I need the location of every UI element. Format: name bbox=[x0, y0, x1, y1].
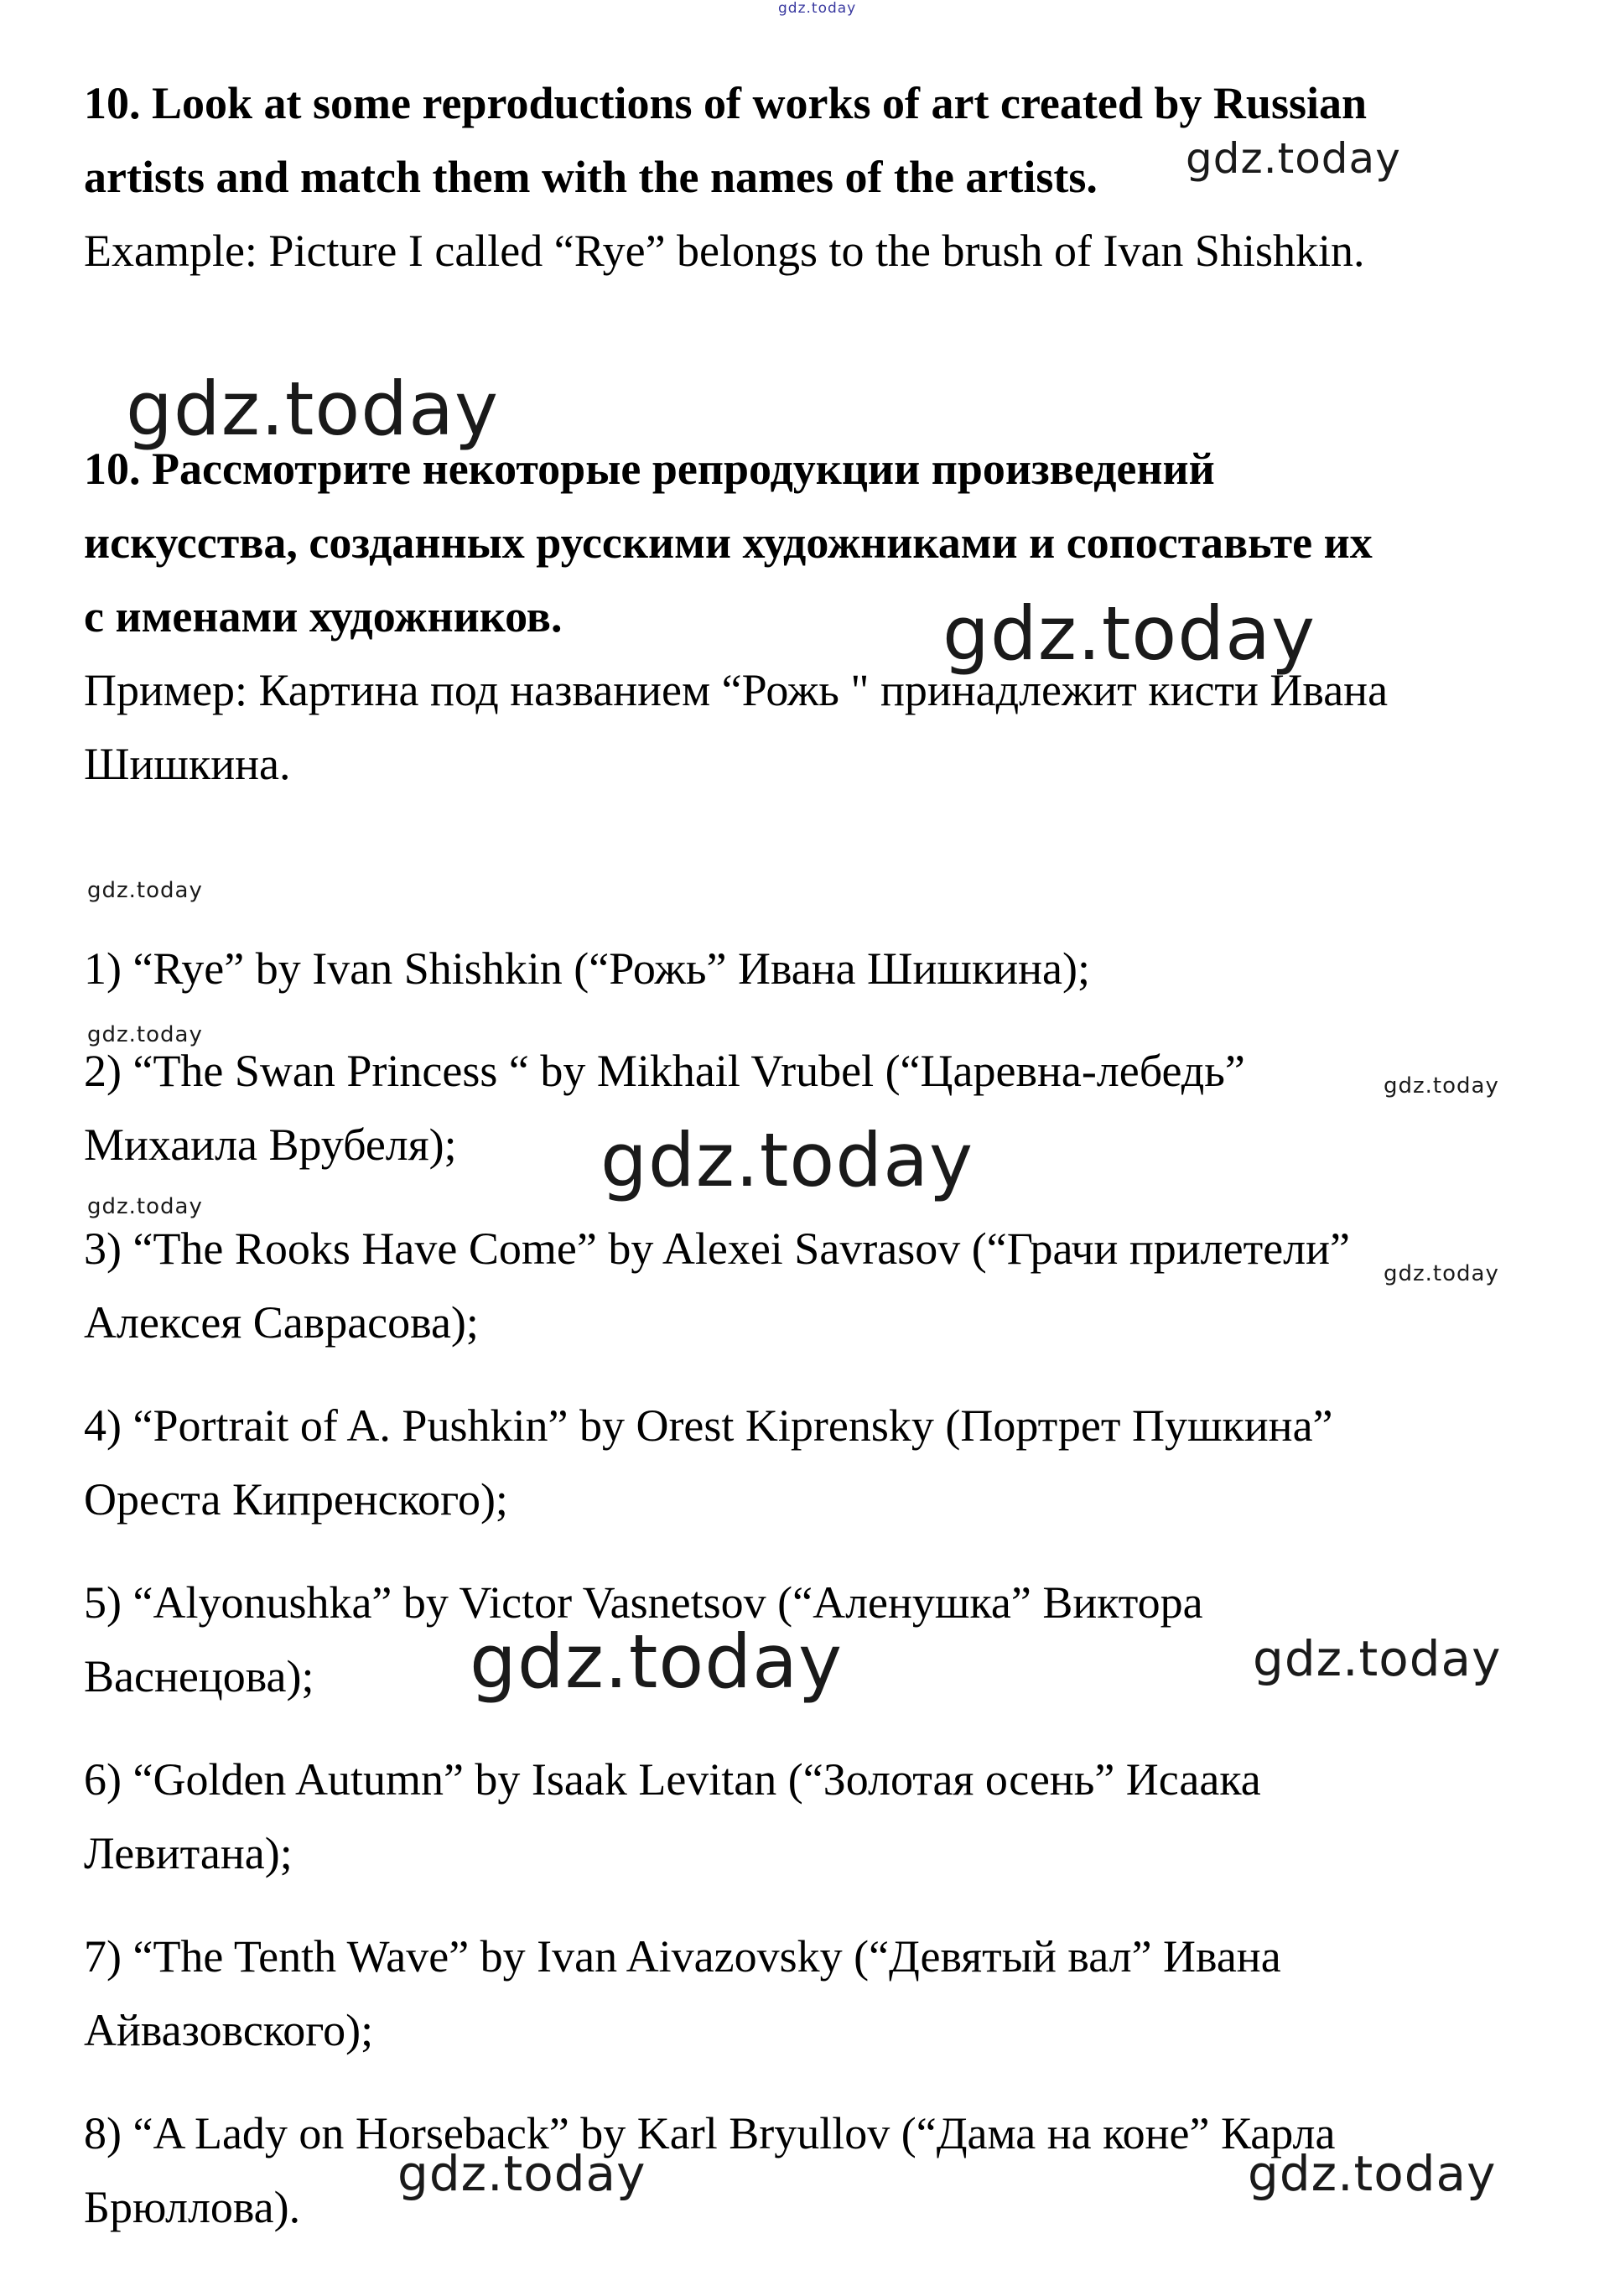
answer-7-line-2: Айвазовского); bbox=[84, 2005, 374, 2055]
answer-4-line-1: 4) “Portrait of A. Pushkin” by Orest Kiprensky (Портрет Пушкина” bbox=[84, 1400, 1333, 1451]
task-ru-heading-line-1: 10. Рассмотрите некоторые репродукции произведений bbox=[84, 444, 1215, 494]
watermark: gdz.today bbox=[87, 1194, 203, 1219]
watermark: gdz.today bbox=[1186, 134, 1401, 183]
answer-3-line-2: Алексея Саврасова); bbox=[84, 1297, 479, 1348]
task-ru-heading-line-3: с именами художников. bbox=[84, 591, 563, 642]
answer-4-line-2: Ореста Кипренского); bbox=[84, 1474, 508, 1525]
watermark: gdz.today bbox=[1253, 1630, 1502, 1687]
answer-5-line-1: 5) “Alyonushka” by Victor Vasnetsov (“Аленушка” Виктора bbox=[84, 1577, 1203, 1628]
answer-7-line-1: 7) “The Tenth Wave” by Ivan Aivazovsky (“Девятый вал” Ивана bbox=[84, 1931, 1281, 1982]
watermark: gdz.today bbox=[126, 366, 500, 452]
answer-8-line-2: Брюллова). bbox=[84, 2182, 301, 2232]
answer-8-line-1: 8) “A Lady on Horseback” by Karl Bryullov (“Дама на коне” Карла bbox=[84, 2108, 1336, 2158]
answer-5-line-2: Васнецова); bbox=[84, 1651, 314, 1701]
watermark: gdz.today bbox=[1384, 1073, 1499, 1099]
task-en-example: Example: Picture I called “Rye” belongs to the brush of Ivan Shishkin. bbox=[84, 226, 1365, 276]
watermark: gdz.today bbox=[778, 0, 857, 17]
watermark: gdz.today bbox=[87, 878, 203, 903]
watermark: gdz.today bbox=[1248, 2145, 1497, 2202]
task-ru-example-line-1: Пример: Картина под названием “Рожь " принадлежит кисти Ивана bbox=[84, 665, 1389, 715]
answer-6-line-2: Левитана); bbox=[84, 1828, 293, 1878]
answer-3-line-1: 3) “The Rooks Have Come” by Alexei Savrasov (“Грачи прилетели” bbox=[84, 1223, 1350, 1274]
answer-1-line-1: 1) “Rye” by Ivan Shishkin (“Рожь” Ивана Шишкина); bbox=[84, 943, 1090, 994]
task-en-heading-line-2: artists and match them with the names of the artists. bbox=[84, 152, 1098, 202]
watermark: gdz.today bbox=[942, 590, 1316, 677]
watermark: gdz.today bbox=[600, 1117, 974, 1203]
answer-6-line-1: 6) “Golden Autumn” by Isaak Levitan (“Золотая осень” Исаака bbox=[84, 1754, 1261, 1805]
watermark: gdz.today bbox=[470, 1618, 844, 1705]
task-ru-example-line-2: Шишкина. bbox=[84, 739, 291, 789]
watermark: gdz.today bbox=[1384, 1261, 1499, 1286]
answer-2-line-2: Михаила Врубеля); bbox=[84, 1119, 457, 1170]
watermark: gdz.today bbox=[397, 2145, 646, 2202]
task-ru-heading-line-2: искусства, созданных русскими художниками и сопоставьте их bbox=[84, 517, 1373, 568]
task-en-heading-line-1: 10. Look at some reproductions of works of art created by Russian bbox=[84, 78, 1368, 128]
watermark: gdz.today bbox=[87, 1022, 203, 1047]
answer-2-line-1: 2) “The Swan Princess “ by Mikhail Vrubel (“Царевна-лебедь” bbox=[84, 1046, 1245, 1096]
